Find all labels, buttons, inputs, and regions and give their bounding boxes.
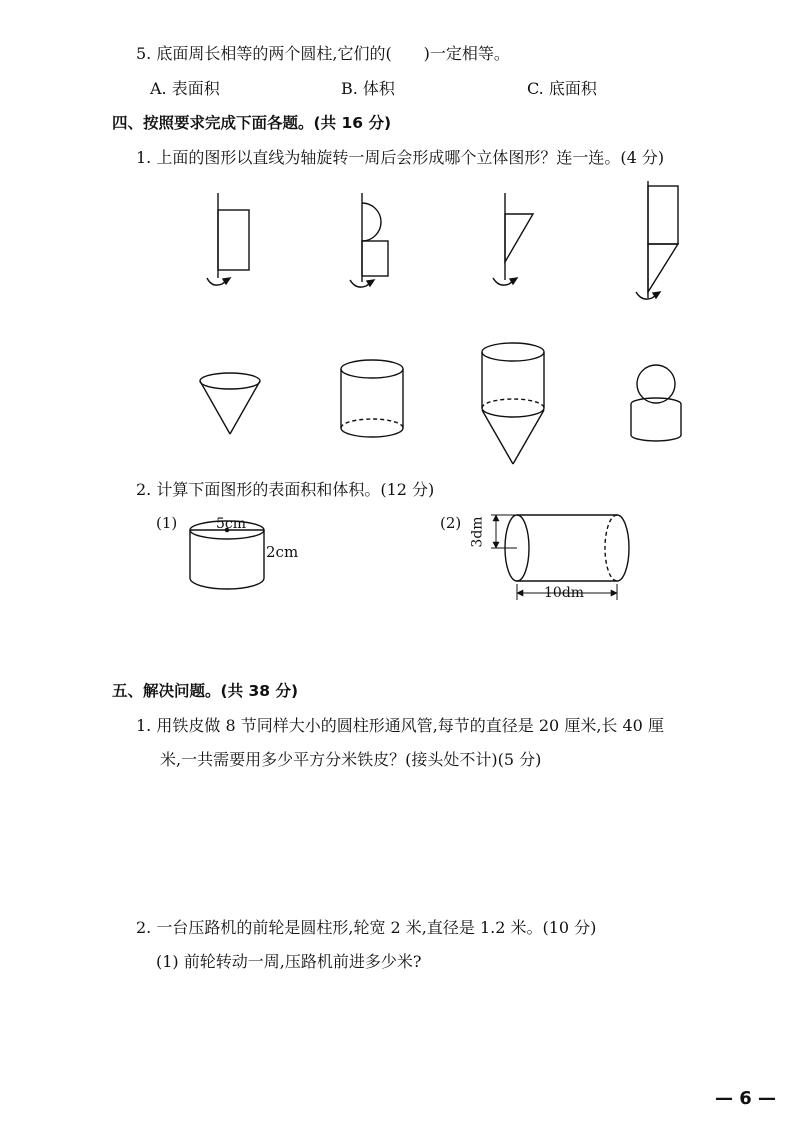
- q5-option-b: B. 体积: [341, 79, 395, 98]
- section4-q2: 2. 计算下面图形的表面积和体积。(12 分): [136, 480, 435, 499]
- page-number: — 6 —: [714, 1088, 776, 1109]
- section5-q2-line1: 2. 一台压路机的前轮是圆柱形,轮宽 2 米,直径是 1.2 米。(10 分): [136, 918, 597, 937]
- figure2-label: (2): [440, 514, 462, 532]
- section5-q2-sub1: (1) 前轮转动一周,压路机前进多少米?: [156, 952, 422, 971]
- section4-q1: 1. 上面的图形以直线为轴旋转一周后会形成哪个立体图形？连一连。(4 分): [136, 148, 665, 167]
- section5-q1-line2: 米,一共需要用多少平方分米铁皮？(接头处不计)(5 分): [160, 750, 542, 769]
- figure2-diameter: 3dm: [469, 516, 486, 548]
- section5-heading: 五、解决问题。(共 38 分): [112, 682, 299, 700]
- q5-option-c: C. 底面积: [527, 79, 597, 98]
- figure1-label: (1): [156, 514, 178, 532]
- q5-option-a: A. 表面积: [150, 79, 220, 98]
- q5-stem: 5. 底面周长相等的两个圆柱,它们的( )一定相等。: [136, 44, 510, 63]
- section5-q1-line1: 1. 用铁皮做 8 节同样大小的圆柱形通风管,每节的直径是 20 厘米,长 40 厘: [136, 716, 664, 735]
- figure1-diameter: 5cm: [216, 516, 247, 532]
- section4-heading: 四、按照要求完成下面各题。(共 16 分): [112, 114, 392, 132]
- figure1-height: 2cm: [266, 543, 299, 561]
- figure2-length: 10dm: [544, 585, 585, 601]
